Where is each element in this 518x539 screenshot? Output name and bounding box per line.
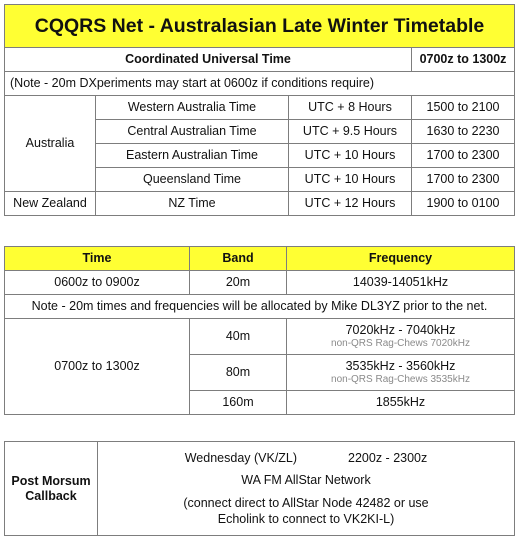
- zone-offset: UTC + 10 Hours: [289, 168, 412, 192]
- bands-table: [4, 246, 515, 415]
- band-frequency: 3535kHz - 3560kHz: [345, 359, 456, 374]
- header-band: Band: [190, 247, 287, 271]
- callback-connect-line1: (connect direct to AllStar Node 42482 or use: [183, 495, 429, 510]
- header-time: Time: [5, 247, 190, 271]
- nz-region: New Zealand: [5, 192, 96, 216]
- block-time: 0700z to 1300z: [5, 319, 190, 415]
- zone-name: NZ Time: [96, 192, 289, 216]
- callback-network: WA FM AllStar Network: [241, 473, 371, 488]
- band-subnote: non-QRS Rag-Chews 7020kHz: [331, 338, 470, 350]
- callback-label-line1: Post Morsum: [11, 474, 91, 489]
- timetable-title: CQQRS Net - Australasian Late Winter Timetable: [5, 5, 515, 48]
- zone-offset: UTC + 9.5 Hours: [289, 120, 412, 144]
- band-name: 160m: [190, 391, 287, 415]
- timetable-table: [4, 4, 515, 216]
- callback-table: [4, 441, 515, 536]
- callback-schedule: [98, 450, 514, 466]
- utc-label: Coordinated Universal Time: [5, 48, 412, 72]
- band-name: 40m: [190, 319, 287, 355]
- zone-range: 1630 to 2230: [412, 120, 515, 144]
- zone-offset: UTC + 12 Hours: [289, 192, 412, 216]
- header-frequency: Frequency: [287, 247, 515, 271]
- band-time: 0600z to 0900z: [5, 271, 190, 295]
- band-note: Note - 20m times and frequencies will be allocated by Mike DL3YZ prior to the net.: [5, 295, 515, 319]
- zone-name: Central Australian Time: [96, 120, 289, 144]
- zone-range: 1900 to 0100: [412, 192, 515, 216]
- zone-range: 1700 to 2300: [412, 168, 515, 192]
- zone-name: Eastern Australian Time: [96, 144, 289, 168]
- band-frequency-cell: [287, 319, 515, 355]
- callback-time: 2200z - 2300z: [348, 451, 428, 465]
- zone-name: Western Australia Time: [96, 96, 289, 120]
- utc-range: 0700z to 1300z: [412, 48, 515, 72]
- band-subnote: non-QRS Rag-Chews 3535kHz: [331, 374, 470, 386]
- callback-label-cell: [5, 442, 98, 536]
- dx-note: (Note - 20m DXperiments may start at 0600z if conditions require): [5, 72, 515, 96]
- band-name: 20m: [190, 271, 287, 295]
- band-name: 80m: [190, 355, 287, 391]
- zone-offset: UTC + 10 Hours: [289, 144, 412, 168]
- zone-range: 1500 to 2100: [412, 96, 515, 120]
- band-frequency: 7020kHz - 7040kHz: [345, 323, 456, 338]
- callback-label-line2: Callback: [25, 488, 77, 503]
- callback-details: [98, 442, 515, 536]
- callback-connect-line2: Echolink to connect to VK2KI-L): [217, 511, 395, 526]
- band-frequency: 1855kHz: [287, 391, 515, 415]
- band-frequency-cell: [287, 355, 515, 391]
- callback-day: Wednesday (VK/ZL): [184, 451, 298, 465]
- australia-label: Australia: [5, 96, 96, 192]
- zone-offset: UTC + 8 Hours: [289, 96, 412, 120]
- zone-name: Queensland Time: [96, 168, 289, 192]
- band-frequency: 14039-14051kHz: [287, 271, 515, 295]
- zone-range: 1700 to 2300: [412, 144, 515, 168]
